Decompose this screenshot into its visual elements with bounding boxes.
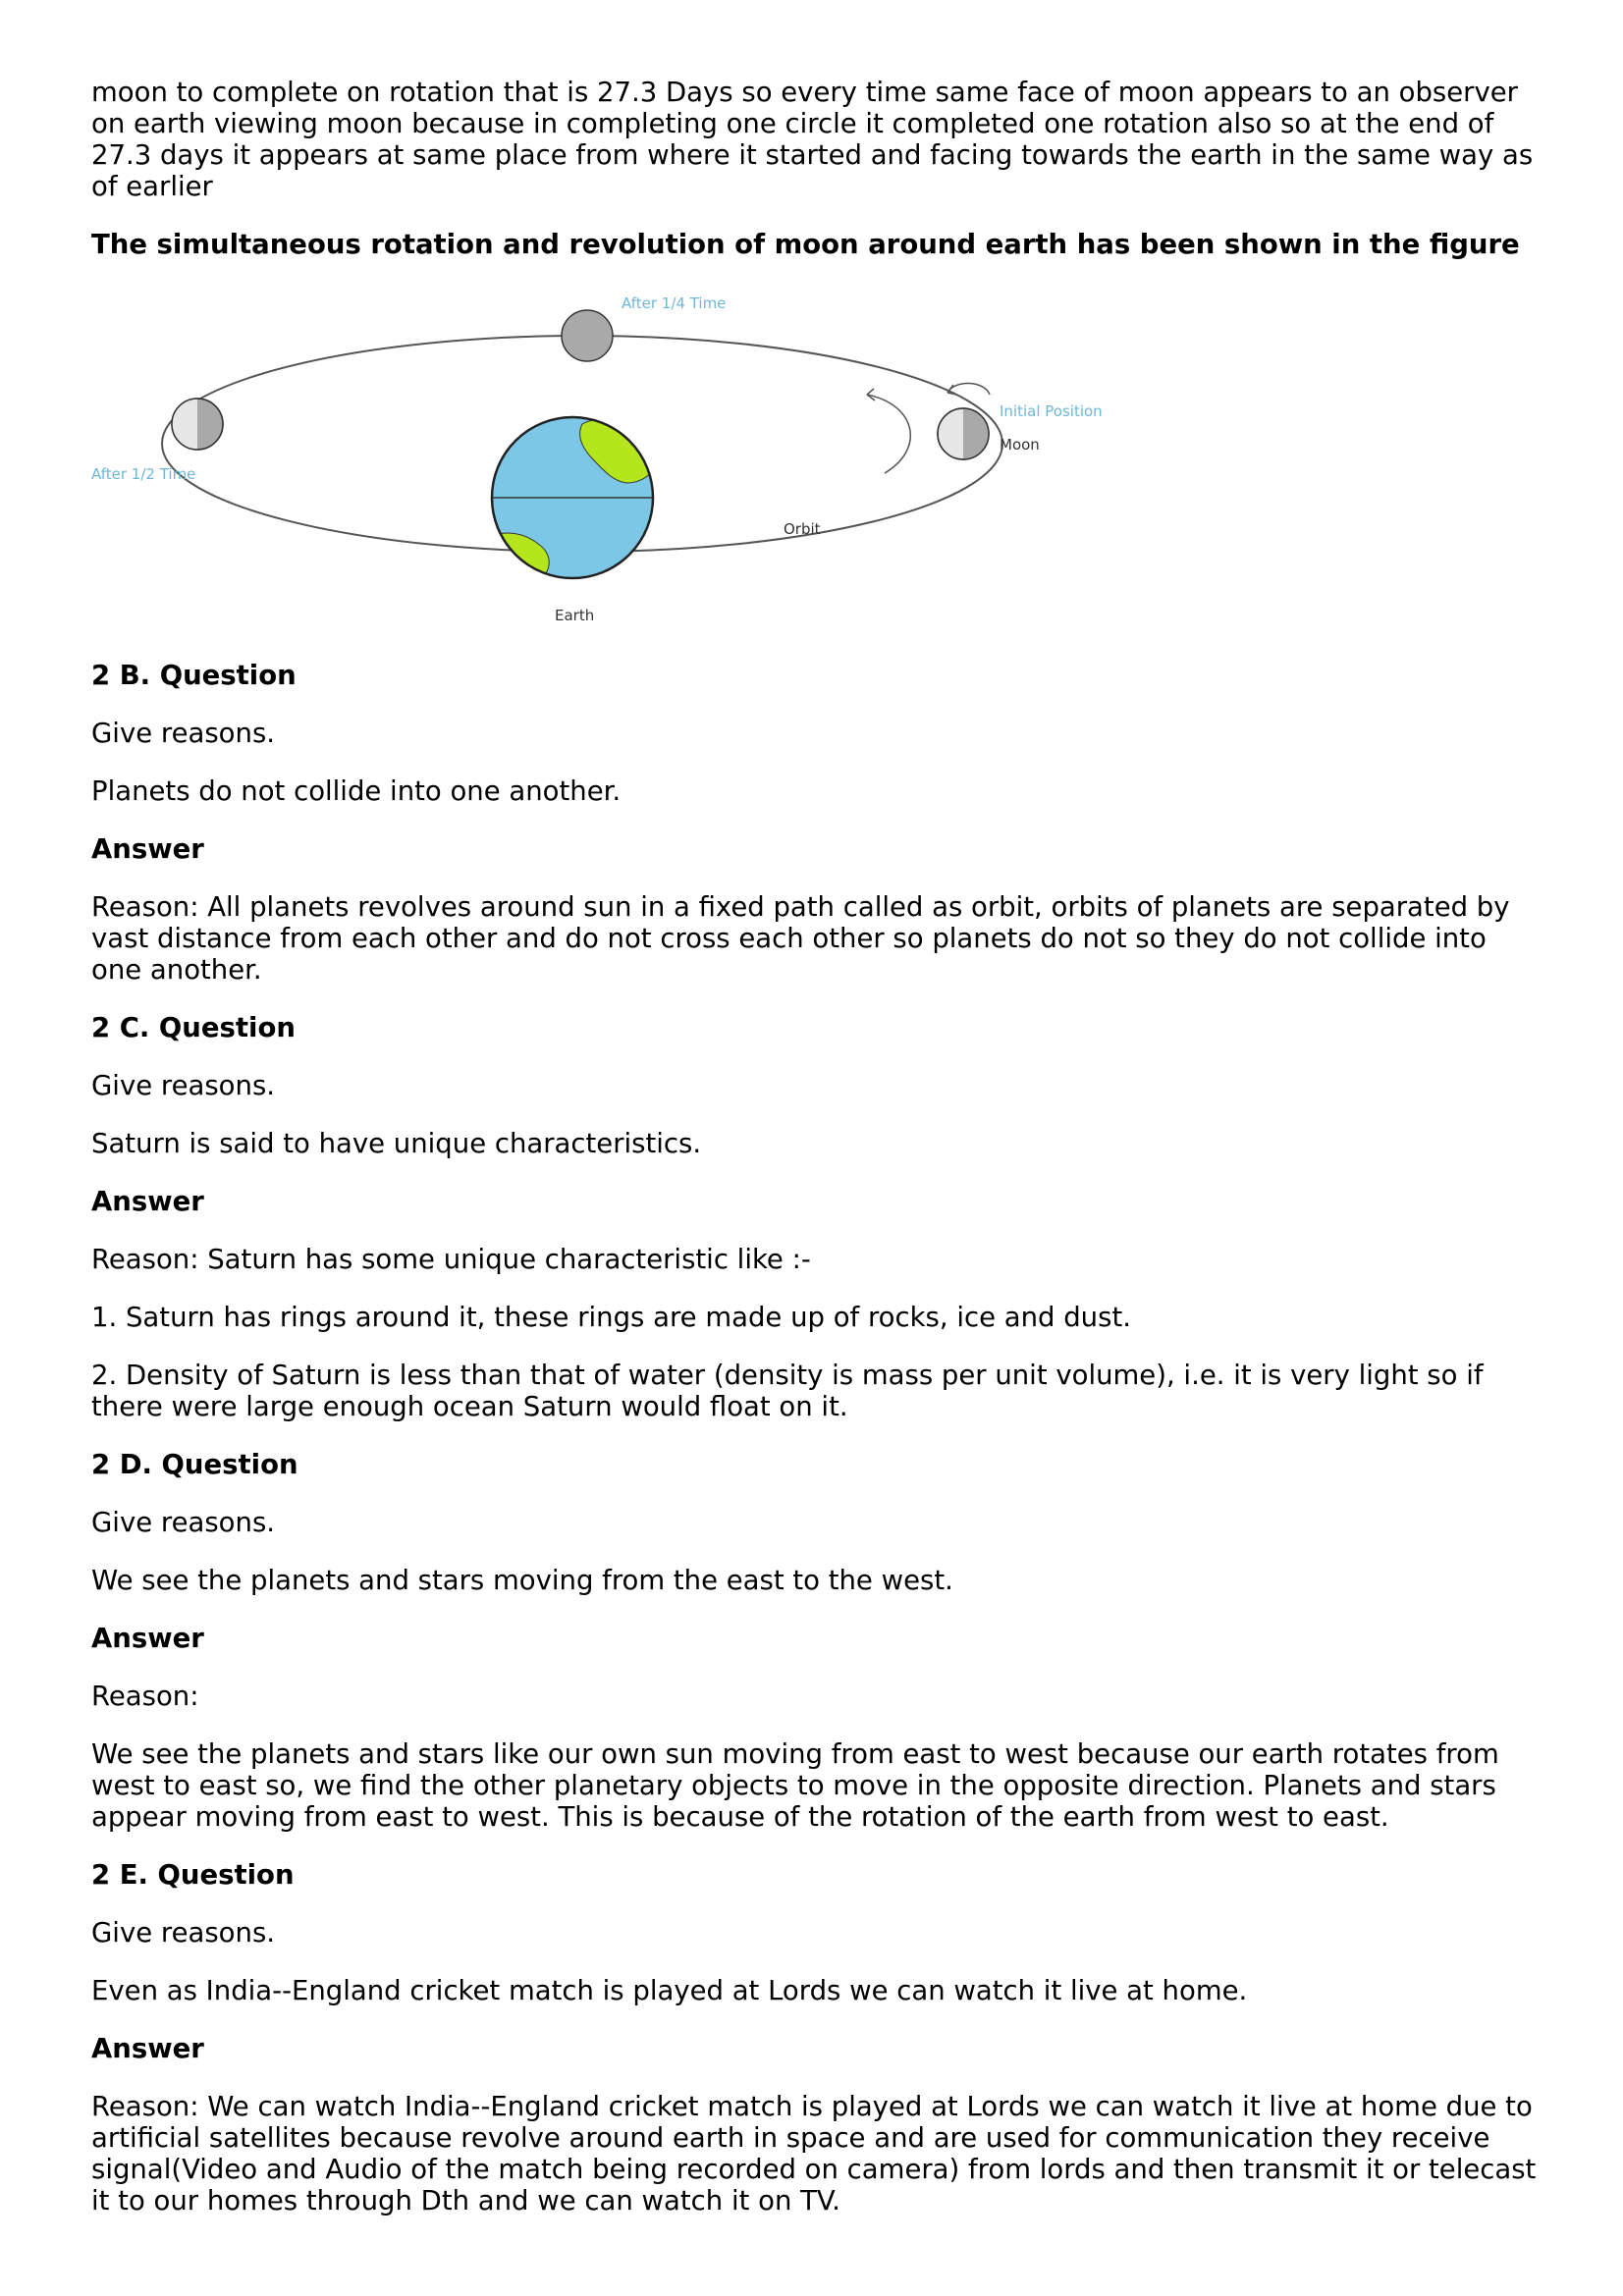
label-moon: Moon xyxy=(1000,436,1040,454)
question-text: Even as India--England cricket match is played at Lords we can watch it live at home. xyxy=(91,1975,1248,2006)
section-2b xyxy=(91,660,1544,986)
section-2c xyxy=(91,1012,1544,1422)
label-earth: Earth xyxy=(555,607,595,624)
answer-paragraph: Reason: xyxy=(91,1681,199,1712)
question-prompt: Give reasons. xyxy=(91,718,276,749)
question-prompt: Give reasons. xyxy=(91,1917,276,1949)
answer-label: Answer xyxy=(91,833,204,865)
intro-paragraph: moon to complete on rotation that is 27.3 Days so every time same face of moon appears to an observer on earth viewing moon because in completing one circle it completed one rotation also so at the end of 27.3 days it appears at same place from where it started and facing towards the earth in the same way as of earlier xyxy=(91,77,1534,202)
question-heading: 2 B. Question xyxy=(91,660,297,691)
question-heading: 2 E. Question xyxy=(91,1859,295,1891)
answer-paragraph: 2. Density of Saturn is less than that of water (density is mass per unit volume), i.e. it is very light so if there were large enough ocean Saturn would float on it. xyxy=(91,1360,1484,1422)
revolution-arrow-icon xyxy=(867,389,910,473)
answer-paragraph: Reason: We can watch India--England cricket match is played at Lords we can watch it live at home due to artificial satellites because revolve around earth in space and are used for communication they receive signal(Video and Audio of the match being recorded on camera) from lords and then transmit it or telecast it to our homes through Dth and we can watch it on TV. xyxy=(91,2091,1537,2216)
question-heading: 2 C. Question xyxy=(91,1012,296,1043)
label-orbit: Orbit xyxy=(784,520,821,538)
label-after-quarter: After 1/4 Time xyxy=(622,294,727,312)
answer-label: Answer xyxy=(91,1186,204,1217)
section-2d xyxy=(91,1449,1544,1833)
question-text: We see the planets and stars moving from the east to the west. xyxy=(91,1565,953,1596)
answer-label: Answer xyxy=(91,1623,204,1654)
question-prompt: Give reasons. xyxy=(91,1507,276,1538)
answer-paragraph: We see the planets and stars like our own sun moving from east to west because our earth rotates from west to east so, we find the other planetary objects to move in the opposite direction. Planets and stars appear moving from east to west. This is because of the rotation of the earth from west to east. xyxy=(91,1738,1499,1833)
question-text: Planets do not collide into one another. xyxy=(91,775,622,807)
earth-globe xyxy=(486,417,657,583)
answer-paragraph: Reason: Saturn has some unique characteristic like :- xyxy=(91,1244,811,1275)
figure-caption: The simultaneous rotation and revolution of moon around earth has been shown in the figure xyxy=(91,229,1520,260)
moon-after-quarter xyxy=(562,310,613,361)
answer-label: Answer xyxy=(91,2033,204,2064)
answer-paragraph: 1. Saturn has rings around it, these rings are made up of rocks, ice and dust. xyxy=(91,1302,1131,1333)
question-prompt: Give reasons. xyxy=(91,1070,276,1101)
moon-initial xyxy=(938,408,989,459)
moon-after-half xyxy=(172,399,223,450)
answer-paragraph: Reason: All planets revolves around sun in a fixed path called as orbit, orbits of planets are separated by vast distance from each other and do not cross each other so planets do not so they do not collide into one another. xyxy=(91,891,1510,986)
label-initial-position: Initial Position xyxy=(1000,402,1103,420)
document-page xyxy=(91,77,1544,2243)
question-heading: 2 D. Question xyxy=(91,1449,298,1480)
moon-orbit-diagram xyxy=(91,287,1152,640)
section-2e xyxy=(91,1859,1544,2216)
moon-orbit-figure xyxy=(91,287,1152,640)
label-after-half: After 1/2 Time xyxy=(91,465,196,483)
question-text: Saturn is said to have unique characteristics. xyxy=(91,1128,702,1159)
